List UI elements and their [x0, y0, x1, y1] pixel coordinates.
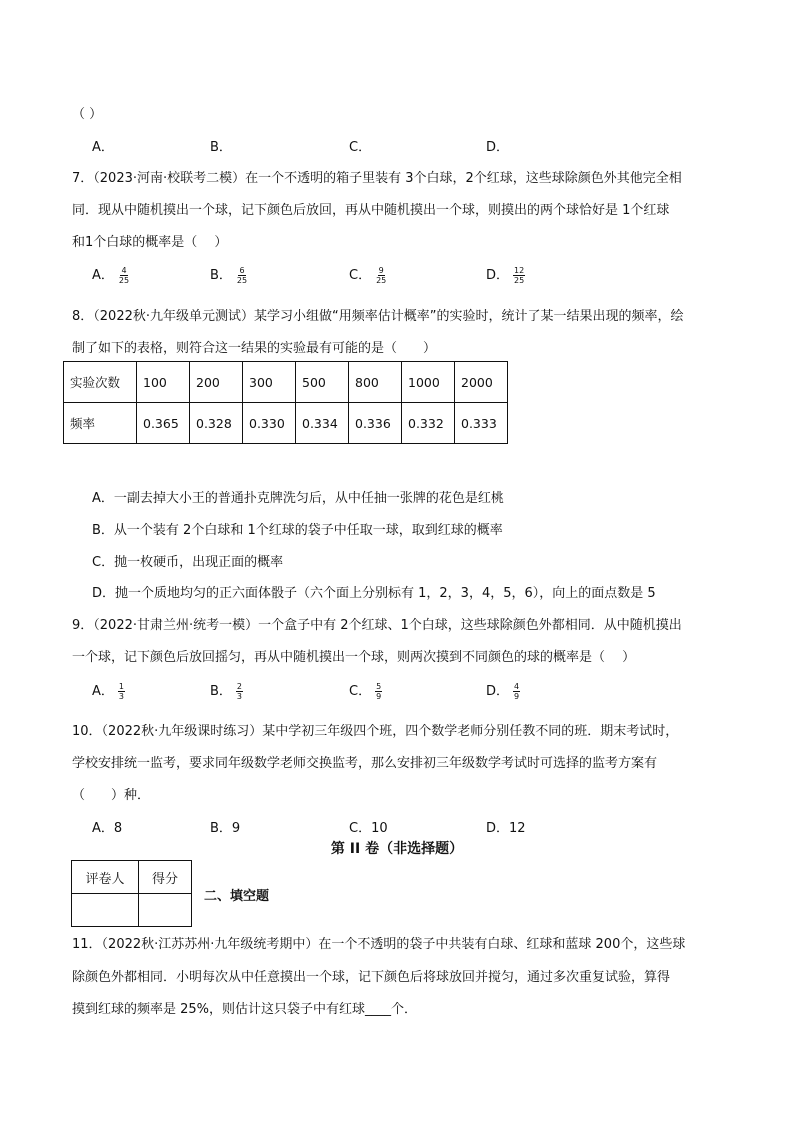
table-cell: 100: [137, 362, 190, 403]
fraction: [236, 682, 243, 701]
q10-line-1: 10．（2022秋·九年级课时练习）某中学初三年级四个班，四个数学老师分别任教不同的班．期末考试时，: [72, 724, 679, 739]
q7-option-c[interactable]: [349, 264, 387, 285]
numerator: 9: [378, 266, 384, 275]
q10-option-b[interactable]: [210, 817, 240, 836]
q6-paren: （ ）: [72, 107, 103, 122]
numerator: 2: [236, 682, 243, 691]
option-label: D．: [486, 684, 510, 699]
fraction: [375, 266, 387, 285]
table-row: [72, 861, 192, 894]
q7-option-d[interactable]: [486, 264, 525, 285]
table-row: [64, 403, 508, 444]
q11-line-1: 11．（2022秋·江苏苏州·九年级统考期中）在一个不透明的袋子中共装有白球、红球和蓝球 200个，这些球: [72, 937, 686, 952]
table-cell: 1000: [402, 362, 455, 403]
option-label: C．: [349, 140, 372, 155]
option-label: A．: [92, 821, 114, 836]
q6-option-c[interactable]: [349, 136, 371, 155]
table-cell: 0.333: [455, 403, 508, 444]
option-label: C．: [349, 821, 372, 836]
q8-option-b[interactable]: B．从一个装有 2个白球和 1个红球的袋子中任取一球，取到红球的概率: [92, 523, 503, 538]
fraction: [375, 682, 382, 701]
numerator: 4: [121, 266, 127, 275]
q9-option-a[interactable]: [92, 680, 125, 701]
option-label: D．: [486, 268, 510, 283]
option-label: B．: [210, 268, 232, 283]
q10-option-a[interactable]: [92, 817, 122, 836]
option-label: D．: [486, 821, 510, 836]
table-cell: 200: [190, 362, 243, 403]
q6-option-a[interactable]: [92, 136, 114, 155]
option-label: A．: [92, 268, 114, 283]
q8-line-2: 制了如下的表格，则符合这一结果的实验最有可能的是（ ）: [72, 341, 437, 356]
q7-line-3: 和1个白球的概率是（ ）: [72, 235, 228, 250]
q7-option-b[interactable]: [210, 264, 248, 285]
score-label: 得分: [139, 861, 192, 894]
section-heading: 二、填空题: [204, 889, 270, 904]
score-cell[interactable]: [139, 894, 192, 927]
table-cell: 300: [243, 362, 296, 403]
grader-cell[interactable]: [72, 894, 139, 927]
q7-option-a[interactable]: [92, 264, 130, 285]
denominator: 9: [514, 692, 520, 701]
table-cell: 0.332: [402, 403, 455, 444]
table-cell: 频率: [64, 403, 137, 444]
q7-line-2: 同．现从中随机摸出一个球，记下颜色后放回，再从中随机摸出一个球，则摸出的两个球恰好是 1个红球: [72, 203, 670, 218]
section-title: 第 II 卷（非选择题）: [330, 841, 464, 857]
option-label: C．: [349, 684, 372, 699]
grader-label: 评卷人: [72, 861, 139, 894]
option-label: A．: [92, 140, 114, 155]
q9-option-c[interactable]: [349, 680, 382, 701]
fraction: [118, 266, 130, 285]
q9-option-b[interactable]: [210, 680, 243, 701]
denominator: 25: [236, 276, 248, 285]
q9-line-1: 9．（2022·甘肃兰州·统考一模）一个盒子中有 2个红球、1个白球，这些球除颜色外都相同．从中随机摸出: [72, 618, 682, 633]
q6-option-d[interactable]: [486, 136, 509, 155]
table-cell: 0.334: [296, 403, 349, 444]
table-row: [72, 894, 192, 927]
option-label: A．: [92, 684, 114, 699]
fraction: [118, 682, 125, 701]
table-cell: 0.365: [137, 403, 190, 444]
numerator: 5: [376, 682, 382, 691]
option-label: B．: [210, 684, 232, 699]
table-cell: 0.330: [243, 403, 296, 444]
option-value: 12: [509, 821, 526, 836]
fraction: [513, 682, 520, 701]
q8-option-c[interactable]: C．抛一枚硬币，出现正面的概率: [92, 555, 284, 570]
q8-option-d[interactable]: D．抛一个质地均匀的正六面体骰子（六个面上分别标有 1，2，3，4，5，6），向上的面点数是 5: [92, 586, 656, 601]
table-cell: 2000: [455, 362, 508, 403]
denominator: 3: [236, 692, 243, 701]
denominator: 25: [514, 276, 525, 285]
option-label: D．: [486, 140, 510, 155]
q8-line-1: 8．（2022秋·九年级单元测试）某学习小组做“用频率估计概率”的实验时，统计了某一结果出现的频率，绘: [72, 309, 684, 324]
q10-option-c[interactable]: [349, 817, 388, 836]
numerator: 4: [514, 682, 520, 691]
table-cell: 实验次数: [64, 362, 137, 403]
q9-option-d[interactable]: [486, 680, 520, 701]
numerator: 1: [118, 682, 124, 691]
score-box: [71, 860, 192, 927]
q11-line-2: 除颜色外都相同．小明每次从中任意摸出一个球，记下颜色后将球放回并搅匀，通过多次重复试验，算得: [72, 970, 671, 985]
q8-option-a[interactable]: A．一副去掉大小王的普通扑克牌洗匀后，从中任抽一张牌的花色是红桃: [92, 491, 504, 506]
q10-line-3: （ ）种．: [72, 788, 151, 803]
option-label: B．: [210, 140, 232, 155]
q10-line-2: 学校安排统一监考，要求同年级数学老师交换监考，那么安排初三年级数学考试时可选择的监考方案有: [72, 756, 658, 771]
table-row: [64, 362, 508, 403]
numerator: 12: [514, 266, 525, 275]
q9-line-2: 一个球，记下颜色后放回摇匀，再从中随机摸出一个球，则两次摸到不同颜色的球的概率是（ ）: [72, 650, 636, 665]
denominator: 25: [118, 276, 130, 285]
table-cell: 500: [296, 362, 349, 403]
denominator: 25: [376, 276, 387, 285]
q10-option-d[interactable]: [486, 817, 526, 836]
frequency-table: [63, 361, 508, 444]
denominator: 9: [376, 692, 382, 701]
table-cell: 0.328: [190, 403, 243, 444]
fraction: [513, 266, 525, 285]
q7-line-1: 7．（2023·河南·校联考二模）在一个不透明的箱子里装有 3个白球，2个红球，这些球除颜色外其他完全相: [72, 171, 682, 186]
table-cell: 0.336: [349, 403, 402, 444]
q11-line-3: 摸到红球的频率是 25%，则估计这只袋子中有红球____个．: [72, 1002, 418, 1017]
option-label: C．: [349, 268, 372, 283]
q6-option-b[interactable]: [210, 136, 232, 155]
table-cell: 800: [349, 362, 402, 403]
fraction: [236, 266, 248, 285]
denominator: 3: [118, 692, 124, 701]
option-value: 10: [371, 821, 388, 836]
numerator: 6: [239, 266, 245, 275]
option-value: 8: [113, 821, 123, 836]
option-label: B．: [210, 821, 232, 836]
option-value: 9: [231, 821, 241, 836]
